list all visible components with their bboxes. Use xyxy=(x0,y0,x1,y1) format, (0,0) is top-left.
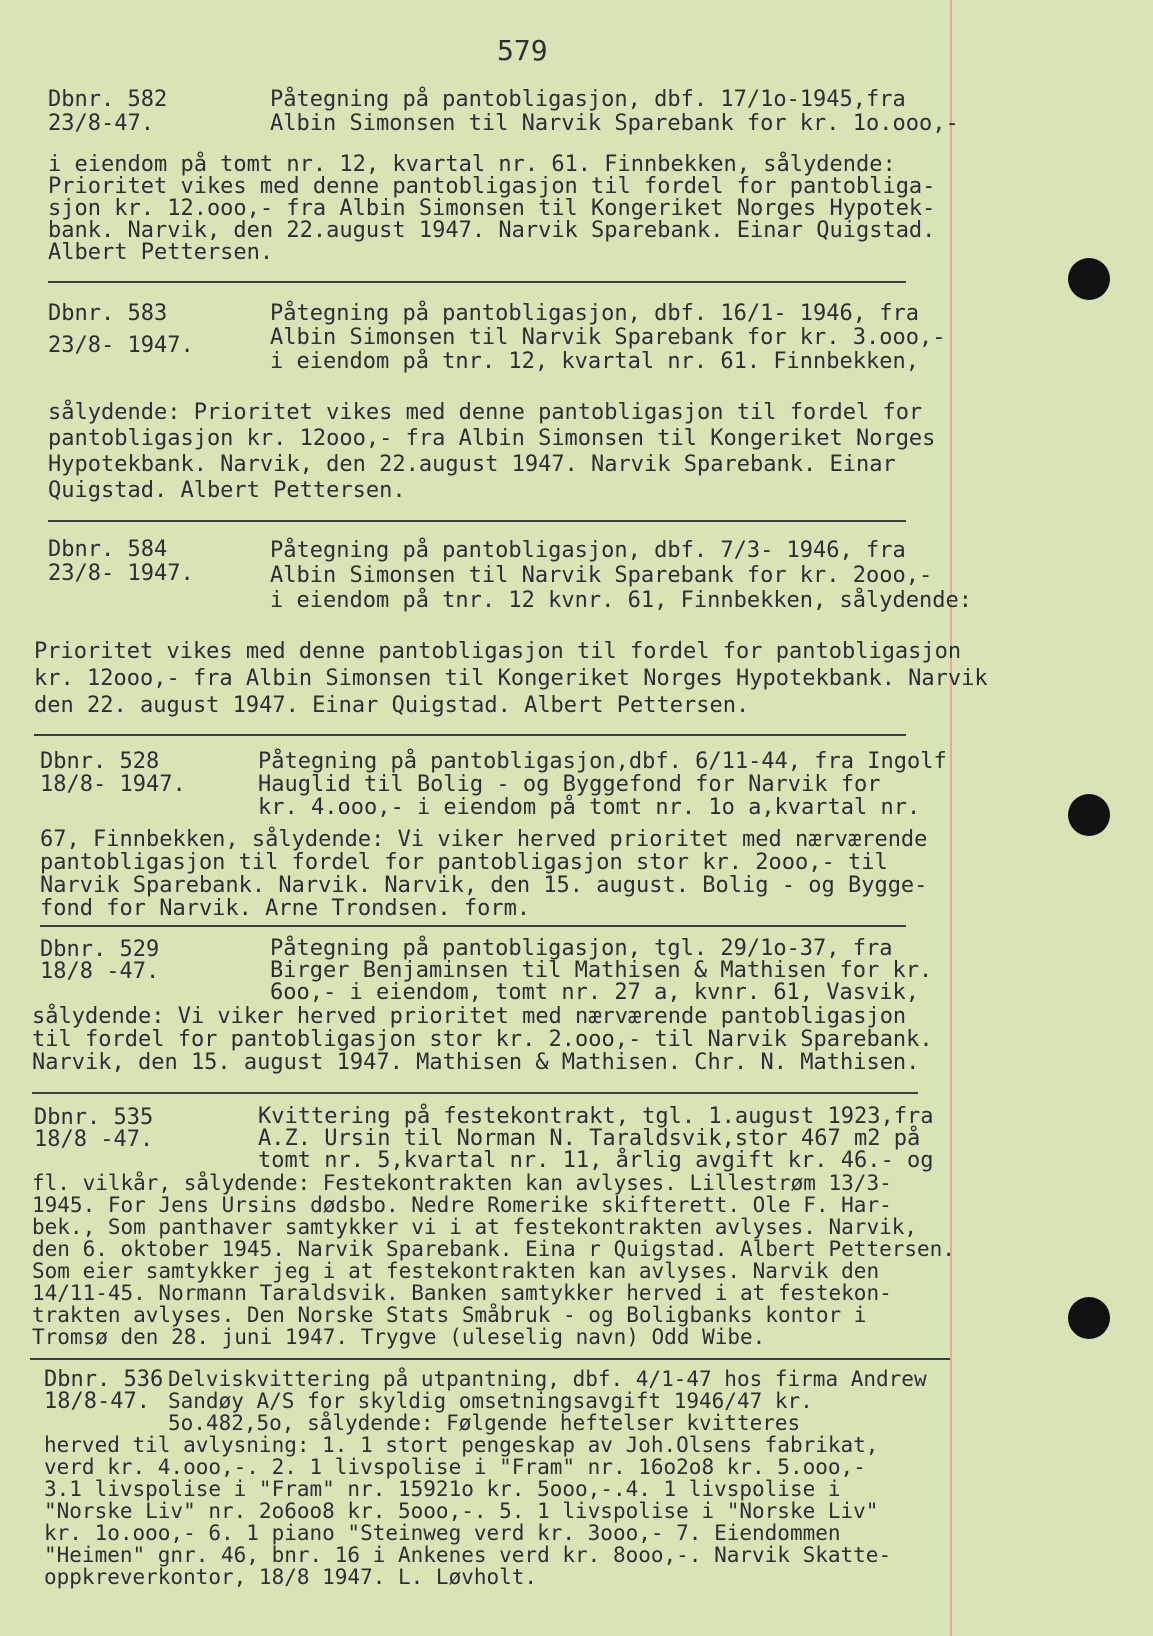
entry-divider xyxy=(48,281,906,283)
punch-hole xyxy=(1068,794,1110,836)
entry-dbnr: Dbnr. 583 xyxy=(48,301,168,326)
entry-body: fl. vilkår, sålydende: Festekontrakten kan avlyses. Lillestrøm 13/3- 1945. For Jens Ursins dødsbo. Nedre Romerike skifterett. Ole F. Har- bek., Som panthaver samtykker vi i at festekontrakten avlyses. Narvik, den 6. oktober 1945. Narvik Sparebank. Eina r Quigstad. Albert Pettersen. Som eier samtykker jeg i at festekontrakten kan avlyses. Narvik den 14/11-45. Normann Taraldsvik. Banken samtykker herved i at festekon- trakten avlyses. Den Norske Stats Småbruk - og Boligbanks kontor i Tromsø den 28. juni 1947. Trygve (uleselig navn) Odd Wibe. xyxy=(32,1171,955,1349)
entry-body: i eiendom på tomt nr. 12, kvartal nr. 61. Finnbekken, sålydende: Prioritet vikes med denne pantobligasjon til fordel for pantobliga- sjon kr. 12.ooo,- fra Albin Simonsen til Kongeriket Norges Hypotek- bank. Narvik, den 22.august 1947. Narvik Sparebank. Einar Quigstad. Albert Pettersen. xyxy=(48,152,936,265)
entry-dbnr: Dbnr. 584 xyxy=(48,537,168,562)
entry-title: Påtegning på pantobligasjon, dbf. 17/1o-1945,fra Albin Simonsen til Narvik Sparebank for kr. 1o.ooo,- xyxy=(270,87,959,136)
entry-divider xyxy=(32,1092,918,1094)
entry-date: 18/8 -47. xyxy=(40,959,160,984)
entry-dbnr: Dbnr. 528 xyxy=(40,749,160,774)
entry-divider xyxy=(40,925,906,927)
entry-title: Kvittering på festekontrakt, tgl. 1.august 1923,fra A.Z. Ursin til Norman N. Taraldsvik,stor 467 m2 på tomt nr. 5,kvartal nr. 11, årlig avgift kr. 46.- og xyxy=(258,1104,934,1173)
entry-body: herved til avlysning: 1. 1 stort pengeskap av Joh.Olsens fabrikat, verd kr. 4.ooo,-. 2. 1 livspolise i "Fram" nr. 16o2o8 kr. 5.ooo,- 3.1 livspolise i "Fram" nr. 15921o kr. 5ooo,-.4. 1 livspolise i "Norske Liv" nr. 2o6oo8 kr. 5ooo,-. 5. 1 livspolise i "Norske Liv" kr. 1o.ooo,- 6. 1 piano "Steinweg verd kr. 3ooo,- 7. Eiendommen "Heimen" gnr. 46, bnr. 16 i Ankenes verd kr. 8ooo,-. Narvik Skatte- oppkreverkontor, 18/8 1947. L. Løvholt. xyxy=(44,1433,892,1589)
punch-hole xyxy=(1068,258,1110,300)
entry-body: sålydende: Vi viker herved prioritet med nærværende pantobligasjon til fordel for pantobligasjon stor kr. 2.ooo,- til Narvik Sparebank. Narvik, den 15. august 1947. Mathisen & Mathisen. Chr. N. Mathisen. xyxy=(32,1004,933,1075)
entry-title: Påtegning på pantobligasjon, dbf. 7/3- 1946, fra Albin Simonsen til Narvik Sparebank for kr. 2ooo,- i eiendom på tnr. 12 kvnr. 61, Finnbekken, sålydende: xyxy=(270,538,972,613)
page-number: 579 xyxy=(497,34,548,67)
entry-title: Påtegning på pantobligasjon, dbf. 16/1- 1946, fra Albin Simonsen til Narvik Sparebank for kr. 3.ooo,- i eiendom på tnr. 12, kvartal nr. 61. Finnbekken, xyxy=(270,301,946,374)
entry-date: 23/8-47. xyxy=(48,111,154,136)
entry-title: Påtegning på pantobligasjon,dbf. 6/11-44, fra Ingolf Hauglid til Bolig - og Byggefond for Narvik for kr. 4.ooo,- i eiendom på tomt nr. 1o a,kvartal nr. xyxy=(258,749,947,820)
entry-body: sålydende: Prioritet vikes med denne pantobligasjon til fordel for pantobligasjon kr. 12ooo,- fra Albin Simonsen til Kongeriket Norges Hypotekbank. Narvik, den 22.august 1947. Narvik Sparebank. Einar Quigstad. Albert Pettersen. xyxy=(48,400,936,503)
entry-date: 23/8- 1947. xyxy=(48,561,194,586)
entry-body: Prioritet vikes med denne pantobligasjon til fordel for pantobligasjon kr. 12ooo,- fra Albin Simonsen til Kongeriket Norges Hypotekbank. Narvik den 22. august 1947. Einar Quigstad. Albert Pettersen. xyxy=(34,639,988,718)
entry-body: 67, Finnbekken, sålydende: Vi viker herved prioritet med nærværende pantobligasjon til fordel for pantobligasjon stor kr. 2ooo,- til Narvik Sparebank. Narvik. Narvik, den 15. august. Bolig - og Bygge- fond for Narvik. Arne Trondsen. form. xyxy=(40,827,928,921)
entry-divider xyxy=(30,1358,950,1360)
entry-date: 18/8- 1947. xyxy=(40,772,186,797)
entry-divider xyxy=(34,734,906,736)
entry-date: 23/8- 1947. xyxy=(48,333,194,358)
entry-dbnr: Dbnr. 529 xyxy=(40,937,160,962)
entry-dbnr: Dbnr. 582 xyxy=(48,87,168,112)
entry-divider xyxy=(48,520,906,522)
entry-dbnr: Dbnr. 536 xyxy=(44,1367,164,1392)
entry-title: Påtegning på pantobligasjon, tgl. 29/1o-37, fra Birger Benjaminsen til Mathisen & Mathisen for kr. 6oo,- i eiendom, tomt nr. 27 a, kvnr. 61, Vasvik, xyxy=(270,936,933,1005)
entry-date: 18/8-47. xyxy=(44,1389,150,1414)
entry-title: Delviskvittering på utpantning, dbf. 4/1-47 hos firma Andrew Sandøy A/S for skyldig omsetningsavgift 1946/47 kr. 5o.482,5o, sålydende: Følgende heftelser kvitteres xyxy=(168,1367,927,1435)
entry-date: 18/8 -47. xyxy=(34,1127,154,1152)
punch-hole xyxy=(1068,1297,1110,1339)
entry-dbnr: Dbnr. 535 xyxy=(34,1105,154,1130)
